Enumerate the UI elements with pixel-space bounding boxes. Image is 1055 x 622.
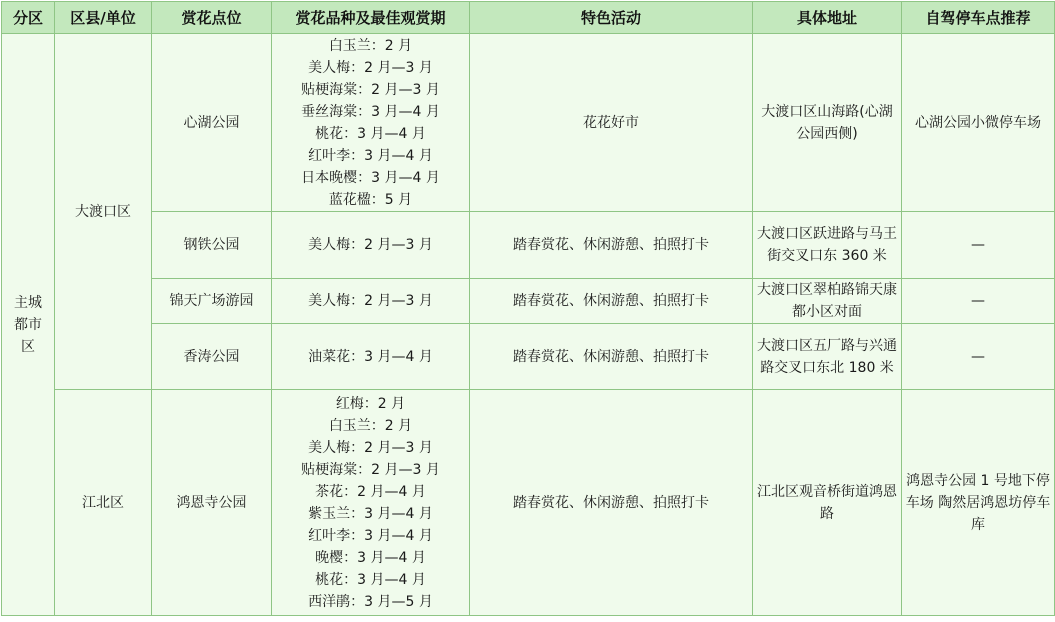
flowers-cell (272, 34, 470, 212)
col-header-district: 区县/单位 (55, 2, 152, 34)
flower-entry: 西洋鹃：3 月—5 月 (308, 593, 433, 610)
col-header-flowers: 赏花品种及最佳观赏期 (272, 2, 470, 34)
table-row (2, 324, 1055, 390)
flower-entry: 日本晚樱：3 月—4 月 (301, 169, 440, 186)
spot-cell: 香涛公园 (152, 324, 272, 390)
activity-cell: 踏春赏花、休闲游憩、拍照打卡 (470, 324, 753, 390)
activity-cell: 踏春赏花、休闲游憩、拍照打卡 (470, 212, 753, 279)
address-cell: 大渡口区山海路(心湖公园西侧) (753, 34, 902, 212)
district-cell-jiangbei: 江北区 (55, 390, 152, 616)
flower-entry: 茶花：2 月—4 月 (315, 483, 426, 500)
table-row (2, 279, 1055, 324)
address-cell: 大渡口区跃进路与马王街交叉口东 360 米 (753, 212, 902, 279)
district-cell-dadukou: 大渡口区 (55, 34, 152, 390)
col-header-zone: 分区 (2, 2, 55, 34)
parking-cell: — (902, 324, 1055, 390)
flower-entry: 美人梅：2 月—3 月 (308, 439, 433, 456)
flower-entry: 紫玉兰：3 月—4 月 (308, 505, 433, 522)
flower-entry: 贴梗海棠：2 月—3 月 (301, 81, 440, 98)
flower-entry: 白玉兰：2 月 (328, 37, 413, 54)
flowers-cell (272, 212, 470, 279)
flower-entry: 红叶李：3 月—4 月 (308, 147, 433, 164)
address-cell: 大渡口区五厂路与兴通路交叉口东北 180 米 (753, 324, 902, 390)
flower-entry: 红梅：2 月 (335, 395, 406, 412)
col-header-spot: 赏花点位 (152, 2, 272, 34)
flower-entry: 美人梅：2 月—3 月 (308, 59, 433, 76)
parking-cell: 鸿恩寺公园 1 号地下停车场 陶然居鸿恩坊停车库 (902, 390, 1055, 616)
col-header-activity: 特色活动 (470, 2, 753, 34)
header-row (2, 2, 1055, 34)
table-row (2, 390, 1055, 616)
activity-cell: 踏春赏花、休闲游憩、拍照打卡 (470, 390, 753, 616)
table-row (2, 34, 1055, 212)
spot-cell: 锦天广场游园 (152, 279, 272, 324)
flower-entry: 白玉兰：2 月 (328, 417, 413, 434)
zone-label: 主城都市区 (14, 294, 42, 355)
activity-cell: 踏春赏花、休闲游憩、拍照打卡 (470, 279, 753, 324)
flower-entry: 美人梅：2 月—3 月 (308, 293, 433, 309)
parking-cell: — (902, 212, 1055, 279)
flower-viewing-table (1, 1, 1055, 616)
flower-entry: 桃花：3 月—4 月 (315, 125, 426, 142)
flower-entry: 红叶李：3 月—4 月 (308, 527, 433, 544)
col-header-parking: 自驾停车点推荐 (902, 2, 1055, 34)
flowers-cell (272, 324, 470, 390)
activity-cell: 花花好市 (470, 34, 753, 212)
flower-entry: 美人梅：2 月—3 月 (308, 237, 433, 253)
parking-cell: 心湖公园小微停车场 (902, 34, 1055, 212)
flowers-cell (272, 279, 470, 324)
table-row (2, 212, 1055, 279)
flower-entry: 油菜花：3 月—4 月 (308, 348, 433, 365)
address-cell: 江北区观音桥街道鸿恩路 (753, 390, 902, 616)
flower-entry: 蓝花楹：5 月 (328, 191, 413, 208)
flowers-cell (272, 390, 470, 616)
spot-cell: 鸿恩寺公园 (152, 390, 272, 616)
address-cell: 大渡口区翠柏路锦天康都小区对面 (753, 279, 902, 324)
spot-cell: 心湖公园 (152, 34, 272, 212)
flower-entry: 贴梗海棠：2 月—3 月 (301, 461, 440, 478)
flower-entry: 垂丝海棠：3 月—4 月 (301, 103, 440, 120)
spot-cell: 钢铁公园 (152, 212, 272, 279)
zone-cell (2, 34, 55, 616)
parking-cell: — (902, 279, 1055, 324)
flower-entry: 桃花：3 月—4 月 (315, 571, 426, 588)
col-header-address: 具体地址 (753, 2, 902, 34)
flower-entry: 晚樱：3 月—4 月 (315, 549, 426, 566)
